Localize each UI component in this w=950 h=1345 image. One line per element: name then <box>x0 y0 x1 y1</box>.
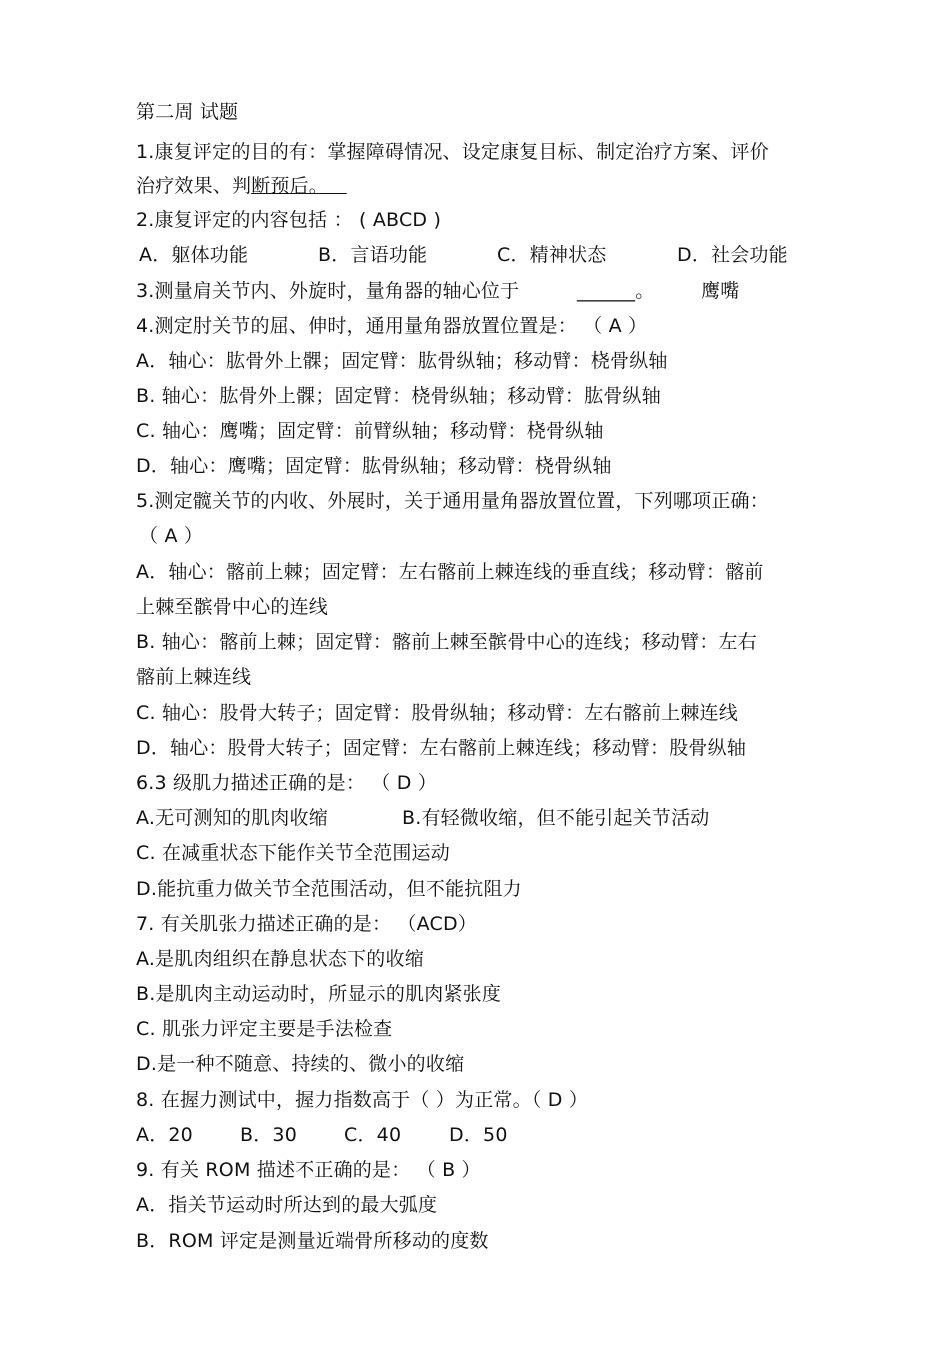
q7-option-c: C. 肌张力评定主要是手法检查 <box>136 1018 393 1040</box>
q6-stem: 6.3 级肌力描述正确的是： （ D ） <box>136 772 438 794</box>
q9-stem: 9. 有关 ROM 描述不正确的是： （ B ） <box>136 1159 481 1181</box>
q5-option-c: C. 轴心：股骨大转子；固定臂：股骨纵轴；移动臂：左右髂前上棘连线 <box>136 702 738 724</box>
q2-stem: 2.康复评定的内容包括 ： ( ABCD ) <box>136 209 442 231</box>
q6-option-d: D.能抗重力做关节全范围活动，但不能抗阻力 <box>136 878 522 900</box>
q3-blank: ______。 <box>577 280 655 302</box>
q8-option-a: A．20 <box>136 1124 193 1146</box>
q1-line1: 1.康复评定的目的有：掌握障碍情况、设定康复目标、制定治疗方案、评价 <box>136 141 769 163</box>
q4-stem: 4.测定肘关节的屈、伸时，通用量角器放置位置是： （ A ） <box>136 315 648 337</box>
q4-option-d: D．轴心：鹰嘴；固定臂：肱骨纵轴；移动臂：桡骨纵轴 <box>136 455 612 477</box>
q2-option-c: C．精神状态 <box>497 244 607 266</box>
q8-option-c: C．40 <box>344 1124 402 1146</box>
q5-stem: 5.测定髋关节的内收、外展时，关于通用量角器放置位置，下列哪项正确： <box>136 490 769 512</box>
q5-option-a: A．轴心：髂前上棘；固定臂：左右髂前上棘连线的垂直线；移动臂：髂前 <box>136 561 764 583</box>
q3-answer: 鹰嘴 <box>701 280 740 302</box>
page-title: 第二周 试题 <box>136 101 239 123</box>
q4-option-a: A．轴心：肱骨外上髁；固定臂：肱骨纵轴；移动臂：桡骨纵轴 <box>136 350 668 372</box>
q9-option-b: B．ROM 评定是测量近端骨所移动的度数 <box>136 1230 489 1252</box>
q8-stem: 8. 在握力测试中，握力指数高于（ ）为正常。（ D ） <box>136 1089 589 1111</box>
q7-option-a: A.是肌肉组织在静息状态下的收缩 <box>136 948 424 970</box>
q4-option-b: B. 轴心：肱骨外上髁；固定臂：桡骨纵轴；移动臂：肱骨纵轴 <box>136 385 661 407</box>
q5-answer: （ A ） <box>139 525 204 547</box>
q2-option-d: D．社会功能 <box>677 244 788 266</box>
q7-stem: 7. 有关肌张力描述正确的是： （ACD） <box>136 913 477 935</box>
q1-line2-text: 治疗效果、判 <box>136 175 252 197</box>
q3-stem: 3.测量肩关节内、外旋时，量角器的轴心位于 <box>136 280 520 302</box>
q1-underlined-text: 断预后。 <box>251 175 347 197</box>
q7-option-d: D.是一种不随意、持续的、微小的收缩 <box>136 1053 465 1075</box>
q7-option-b: B.是肌肉主动运动时，所显示的肌肉紧张度 <box>136 983 502 1005</box>
q6-option-a: A.无可测知的肌肉收缩 <box>136 807 328 829</box>
q6-option-b: B.有轻微收缩，但不能引起关节活动 <box>402 807 710 829</box>
q5-option-b: B. 轴心：髂前上棘；固定臂：髂前上棘至髌骨中心的连线；移动臂：左右 <box>136 631 757 653</box>
q8-option-b: B．30 <box>240 1124 298 1146</box>
q4-option-c: C. 轴心：鹰嘴；固定臂：前臂纵轴；移动臂：桡骨纵轴 <box>136 420 604 442</box>
q5-option-b-cont: 髂前上棘连线 <box>136 666 252 688</box>
q2-option-b: B．言语功能 <box>318 244 428 266</box>
q9-option-a: A．指关节运动时所达到的最大弧度 <box>136 1194 438 1216</box>
q2-option-a: A．躯体功能 <box>139 244 249 266</box>
q8-option-d: D．50 <box>449 1124 508 1146</box>
q6-option-c: C. 在减重状态下能作关节全范围运动 <box>136 842 450 864</box>
q1-line2 <box>136 173 347 199</box>
q5-option-d: D．轴心：股骨大转子；固定臂：左右髂前上棘连线；移动臂：股骨纵轴 <box>136 737 747 759</box>
q5-option-a-cont: 上棘至髌骨中心的连线 <box>136 596 329 618</box>
